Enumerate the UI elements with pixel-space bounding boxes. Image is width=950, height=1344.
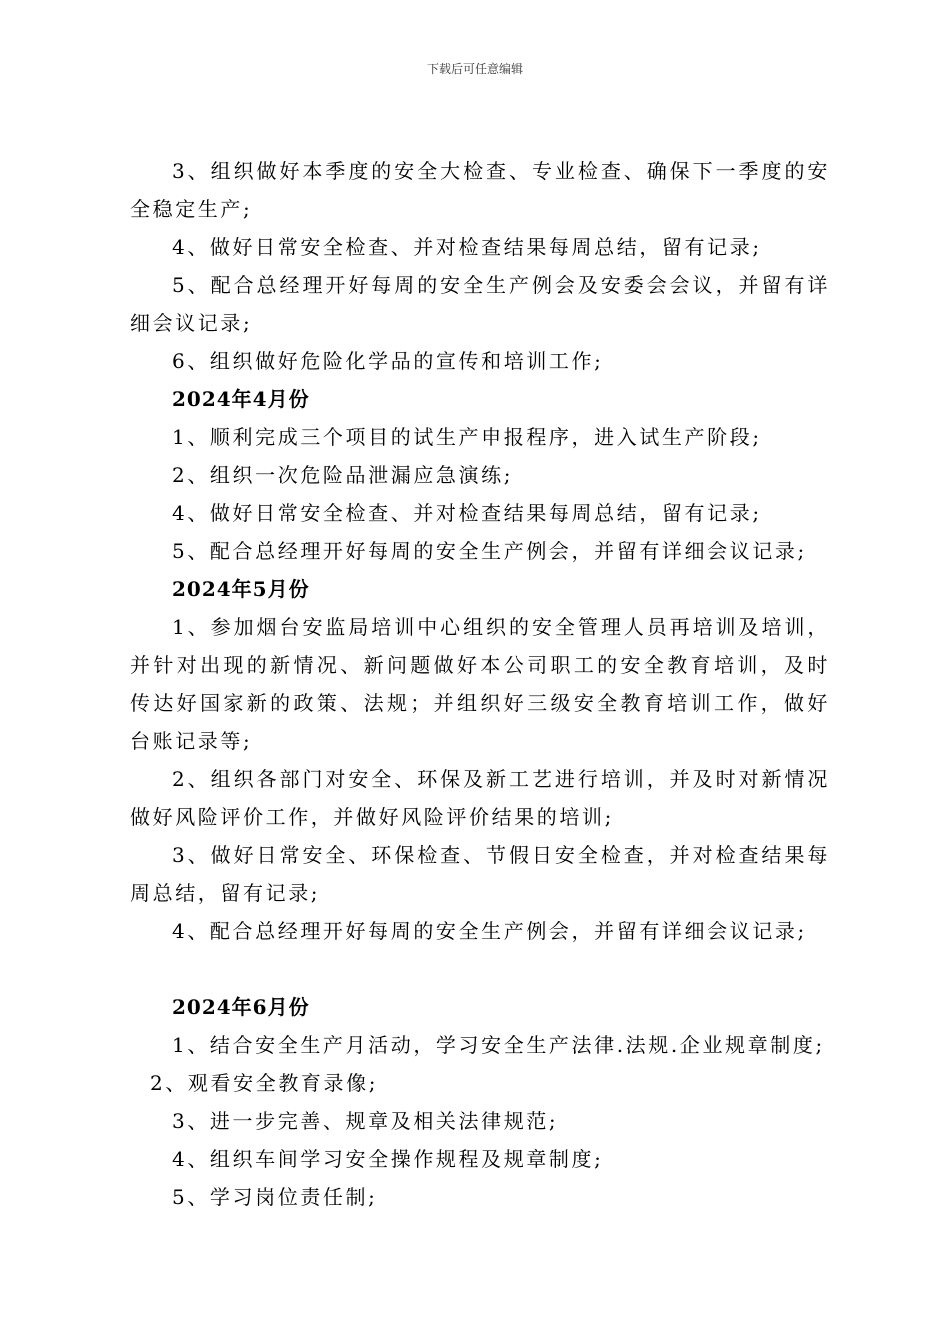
section-title-april: 2024年4月份 bbox=[172, 387, 310, 411]
list-item: 2、组织各部门对安全、环保及新工艺进行培训，并及时对新情况做好风险评价工作，并做好风险评价结果的培训; bbox=[130, 767, 830, 829]
list-item: 5、学习岗位责任制; bbox=[172, 1185, 378, 1209]
section-title-june: 2024年6月份 bbox=[172, 995, 310, 1019]
list-item: 5、配合总经理开好每周的安全生产例会，并留有详细会议记录; bbox=[172, 539, 807, 563]
document-body bbox=[130, 152, 830, 1216]
list-item: 6、组织做好危险化学品的宣传和培训工作; bbox=[172, 349, 604, 373]
list-item: 1、结合安全生产月活动，学习安全生产法律.法规.企业规章制度; bbox=[172, 1033, 825, 1057]
list-item: 4、配合总经理开好每周的安全生产例会，并留有详细会议记录; bbox=[172, 919, 807, 943]
list-item: 1、顺利完成三个项目的试生产申报程序，进入试生产阶段; bbox=[172, 425, 762, 449]
section-title-may: 2024年5月份 bbox=[172, 577, 310, 601]
spacer bbox=[130, 950, 830, 988]
list-item: 1、参加烟台安监局培训中心组织的安全管理人员再培训及培训，并针对出现的新情况、新问题做好本公司职工的安全教育培训，及时传达好国家新的政策、法规；并组织好三级安全教育培训工作，做好台账记录等; bbox=[130, 615, 830, 753]
list-item: 2、观看安全教育录像; bbox=[150, 1071, 379, 1095]
list-item: 3、做好日常安全、环保检查、节假日安全检查，并对检查结果每周总结，留有记录; bbox=[130, 843, 830, 905]
list-item: 4、做好日常安全检查、并对检查结果每周总结，留有记录; bbox=[172, 235, 762, 259]
page-header: 下载后可任意编辑 bbox=[426, 62, 523, 76]
list-item: 2、组织一次危险品泄漏应急演练; bbox=[172, 463, 514, 487]
list-item: 3、组织做好本季度的安全大检查、专业检查、确保下一季度的安全稳定生产; bbox=[130, 159, 830, 221]
list-item: 5、配合总经理开好每周的安全生产例会及安委会会议，并留有详细会议记录; bbox=[130, 273, 830, 335]
list-item: 3、进一步完善、规章及相关法律规范; bbox=[172, 1109, 559, 1133]
list-item: 4、组织车间学习安全操作规程及规章制度; bbox=[172, 1147, 604, 1171]
list-item: 4、做好日常安全检查、并对检查结果每周总结，留有记录; bbox=[172, 501, 762, 525]
